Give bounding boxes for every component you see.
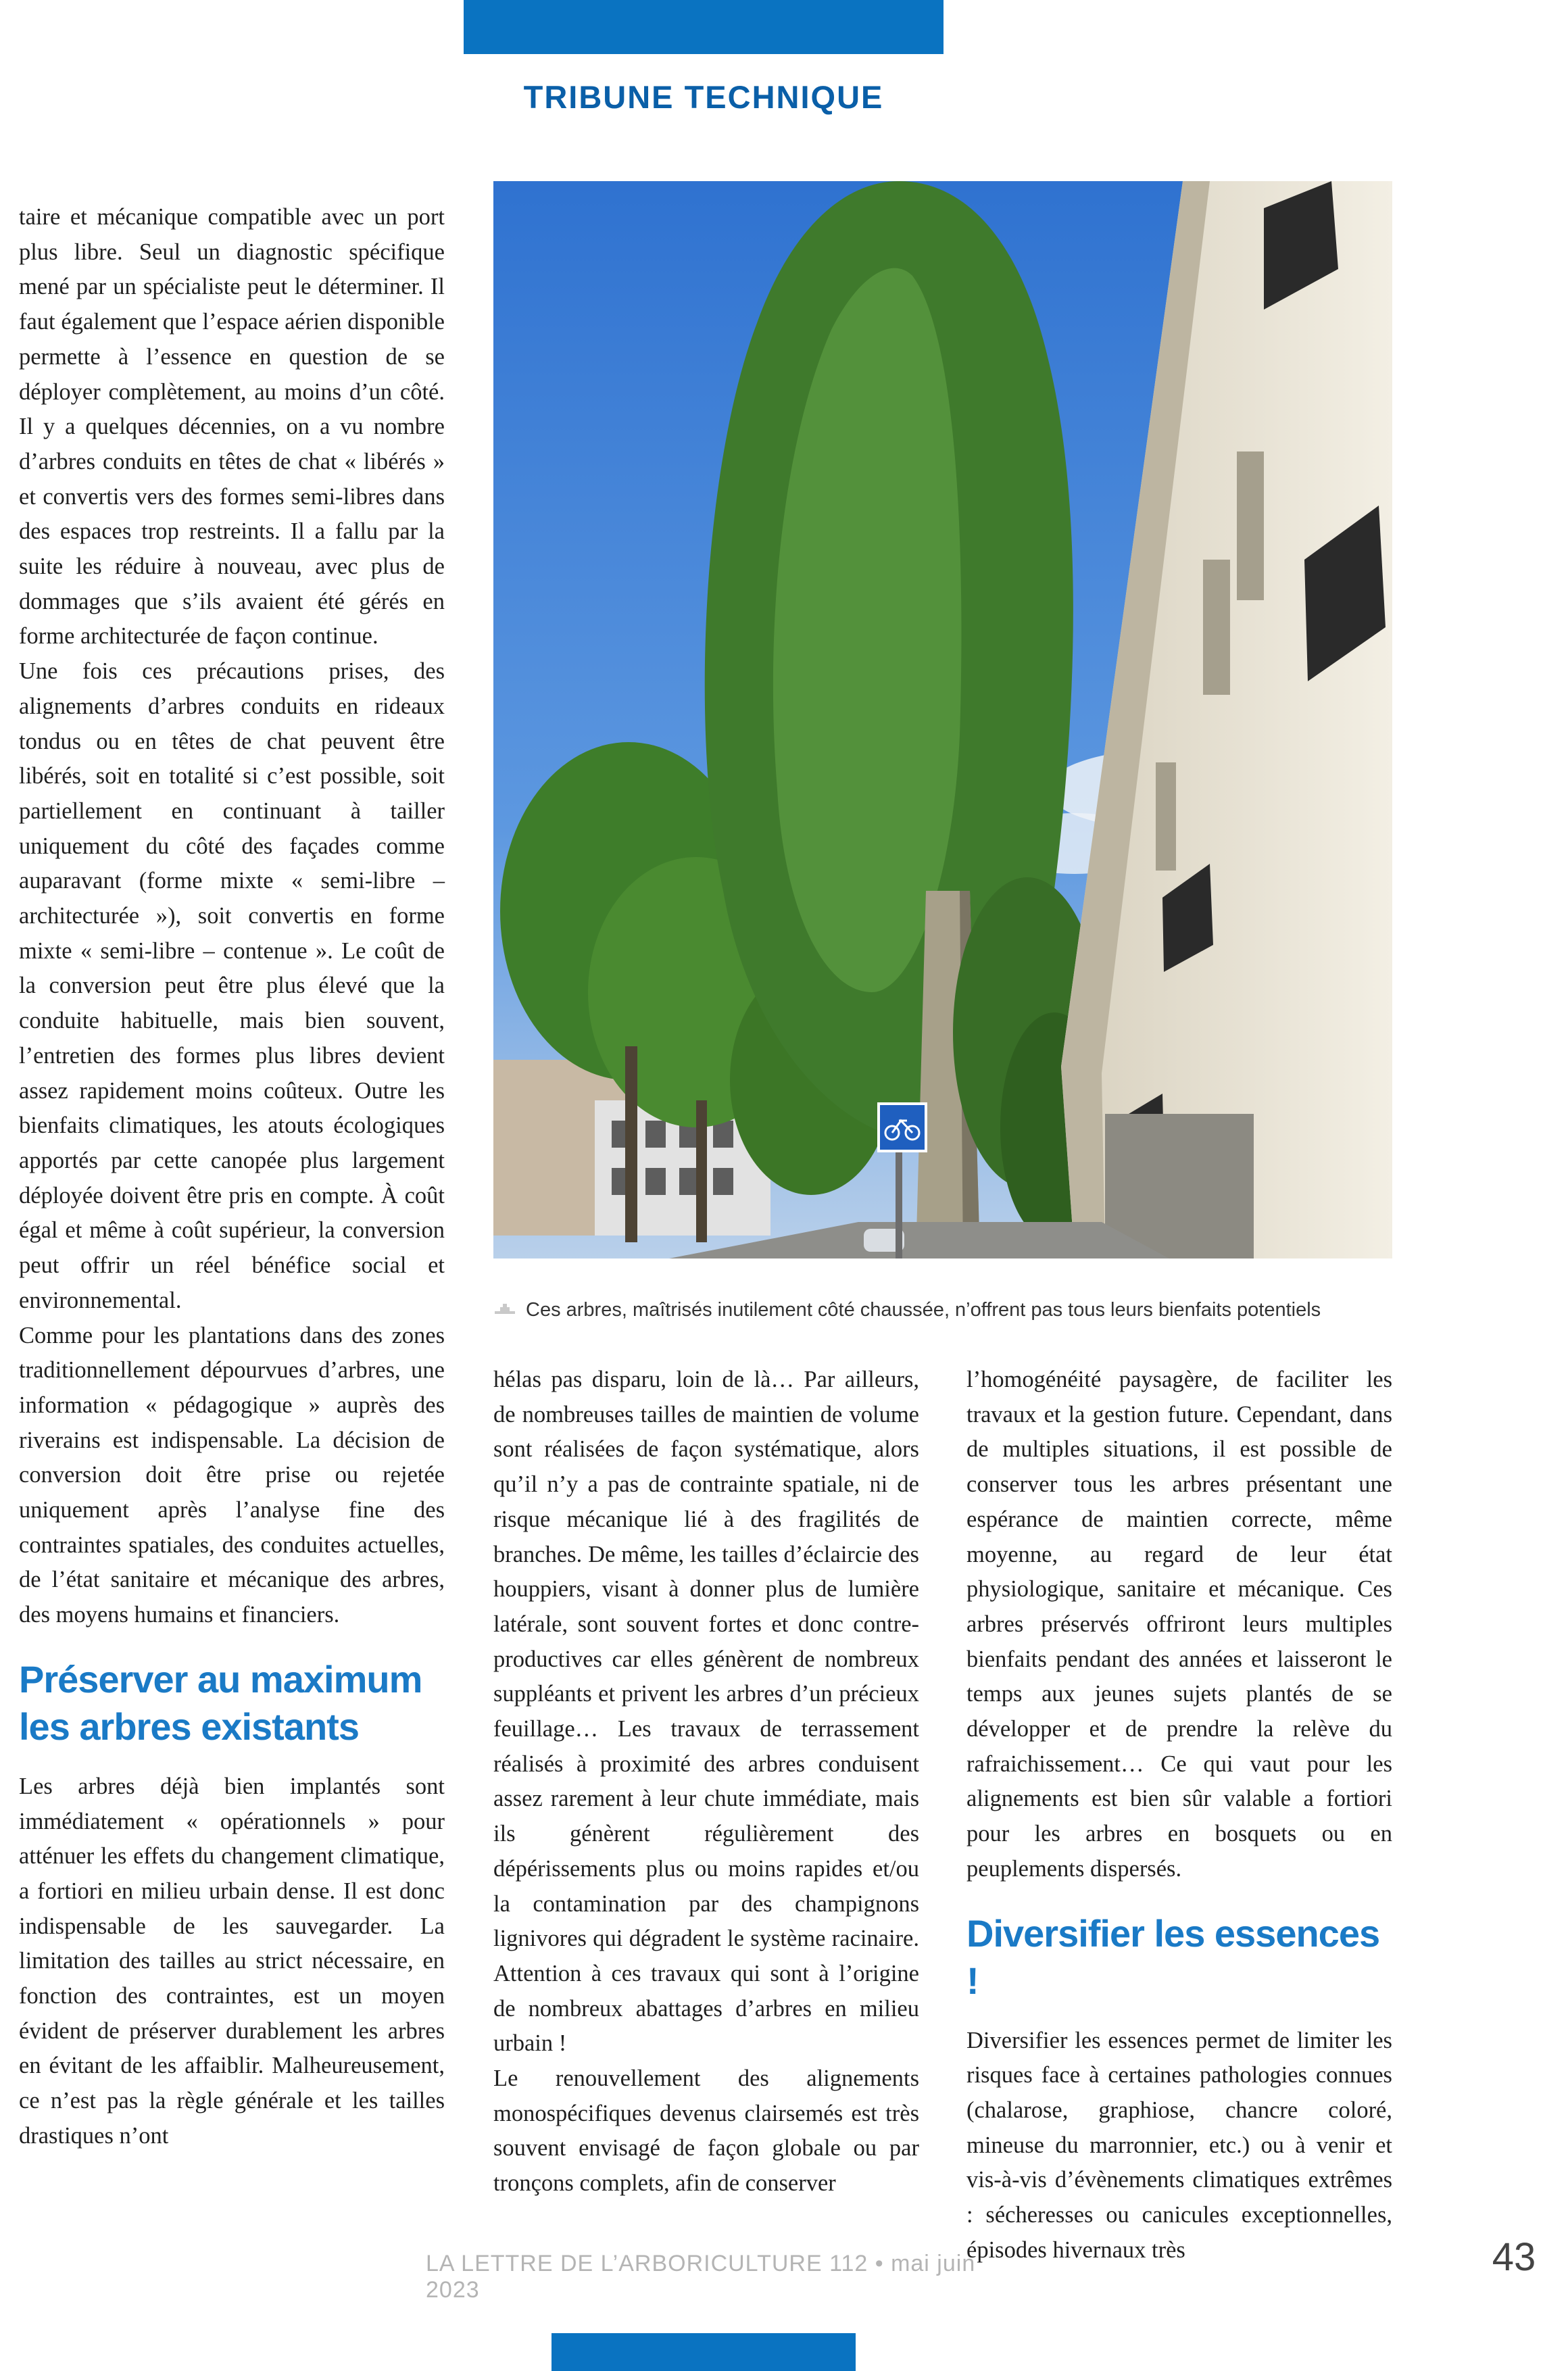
window [713, 1168, 733, 1195]
text-column-3 [966, 1363, 1392, 2268]
camera-icon [493, 1300, 516, 1322]
photo-caption [493, 1299, 1392, 1322]
facade-opening [1156, 762, 1176, 871]
paragraph: l’homogénéité paysagère, de faciliter les travaux et la gestion future. Cependant, dans de multiples situations, il est possible de conserver tous les arbres présentant une espérance de maintien correcte, même moyenne, au regard de leur état physiologique, sanitaire et mécanique. Ces arbres préservés offriront leurs multiples bienfaits pendant des années et laisseront le temps aux jeunes sujets plantés de se développer et de prendre la relève du rafraichissement… Ce qui vaut pour les alignements est bien sûr valable a fortiori pour les arbres en bosquets ou en peuplements dispersés. [966, 1367, 1392, 1882]
window [645, 1121, 666, 1148]
text-column-2 [493, 1363, 919, 2201]
section-label: TRIBUNE TECHNIQUE [523, 79, 884, 115]
tree-trunk [696, 1100, 707, 1242]
section-heading-preserve: Préserver au maximum les arbres existants [19, 1657, 422, 1748]
paragraph: Comme pour les plantations dans des zones traditionnellement dépourvues d’arbres, une information « pédagogique » auprès des riverains est indispensable. La décision de conversion doit être prise ou rejetée uniquement après l’analyse fine des contraintes spatiales, des conduites actuelles, de l’état sanitaire et mécanique des arbres, des moyens humains et financiers. [19, 1322, 445, 1628]
facade-opening [1237, 451, 1264, 600]
paragraph: Le renouvellement des alignements monospécifiques devenus clairsemés est très souvent envisagé de façon globale ou par tronçons complets, afin de conserver [493, 2066, 919, 2197]
section-heading-diversify: Diversifier les essences ! [966, 1911, 1380, 2002]
page-number: 43 [1492, 2235, 1536, 2279]
cycle-lane-sign [879, 1104, 926, 1151]
paragraph: hélas pas disparu, loin de là… Par ailleurs, de nombreuses tailles de maintien de volume sont réalisées de façon systématique, alors qu’il n’y a pas de contrainte spatiale, ni de risque mécanique lié à des fragilités de branches. De même, les tailles d’éclaircie des houppiers, visant à donner plus de lumière latérale, sont souvent fortes et donc contre-productives car elles génèrent de nombreux suppléants et privent les arbres d’un précieux feuillage… Les travaux de terrassement réalisés à proximité des arbres conduisent assez rarement à leur chute immédiate, mais ils génèrent régulièrement des dépérissements plus ou moins rapides et/ou la contamination par des champignons lignivores qui dégradent le système racinaire. Attention à ces travaux qui sont à l’origine de nombreux abattages d’arbres en milieu urbain ! [493, 1367, 919, 2057]
street-trees-photo [493, 181, 1392, 1258]
tree-trunk [625, 1046, 637, 1242]
facade-opening [1203, 560, 1230, 695]
publication-footer: LA LETTRE DE L’ARBORICULTURE 112 • mai juin 2023 [426, 2251, 976, 2303]
header-accent-bar [464, 0, 944, 54]
window [645, 1168, 666, 1195]
footer-accent-bar [552, 2333, 856, 2371]
text-column-1 [19, 200, 445, 2154]
paragraph: Diversifier les essences permet de limiter les risques face à certaines pathologies connues (chalarose, graphiose, chancre coloré, mineuse du marronnier, etc.) ou à venir et vis-à-vis d’évènements climatiques extrêmes : sécheresses ou canicules exceptionnelles, épisodes hivernaux très [966, 2027, 1392, 2263]
sign-pole [896, 1141, 902, 1258]
paragraph: Une fois ces précautions prises, des alignements d’arbres conduits en rideaux tondus ou en têtes de chat peuvent être libérés, soit en totalité si c’est possible, soit partiellement en continuant à tailler uniquement du côté des façades comme auparavant (forme mixte « semi-libre – architecturée »), soit convertis en forme mixte « semi-libre – contenue ». Le coût de la conversion peut être plus élevé que la conduite habituelle, mais bien souvent, l’entretien des formes plus libres devient assez rapidement moins coûteux. Outre les bienfaits climatiques, les atouts écologiques apportés par cette canopée plus largement déployée doivent être pris en compte. À coût égal et même à coût supérieur, la conversion peut offrir un réel bénéfice social et environnemental. [19, 658, 445, 1313]
caption-text: Ces arbres, maîtrisés inutilement côté chaussée, n’offrent pas tous leurs bienfaits potentiels [526, 1299, 1321, 1321]
paragraph: taire et mécanique compatible avec un port plus libre. Seul un diagnostic spécifique mené par un spécialiste peut le déterminer. Il faut également que l’espace aérien disponible permette à l’essence en question de se déployer complètement, au moins d’un côté. Il y a quelques décennies, on a vu nombre d’arbres conduits en têtes de chat « libérés » et convertis vers des formes semi-libres dans des espaces trop restreints. Il a fallu par la suite les réduire à nouveau, avec plus de dommages que s’ils avaient été gérés en forme architecturée de façon continue. [19, 204, 445, 650]
paragraph: Les arbres déjà bien implantés sont immédiatement « opérationnels » pour atténuer les effets du changement climatique, a fortiori en milieu urbain dense. Il est donc indispensable de les sauvegarder. La limitation des tailles au strict nécessaire, en fonction des contraintes, est un moyen évident de préserver durablement les arbres en évitant de les affaiblir. Malheureusement, ce n’est pas la règle générale et les tailles drastiques n’ont [19, 1773, 445, 2149]
